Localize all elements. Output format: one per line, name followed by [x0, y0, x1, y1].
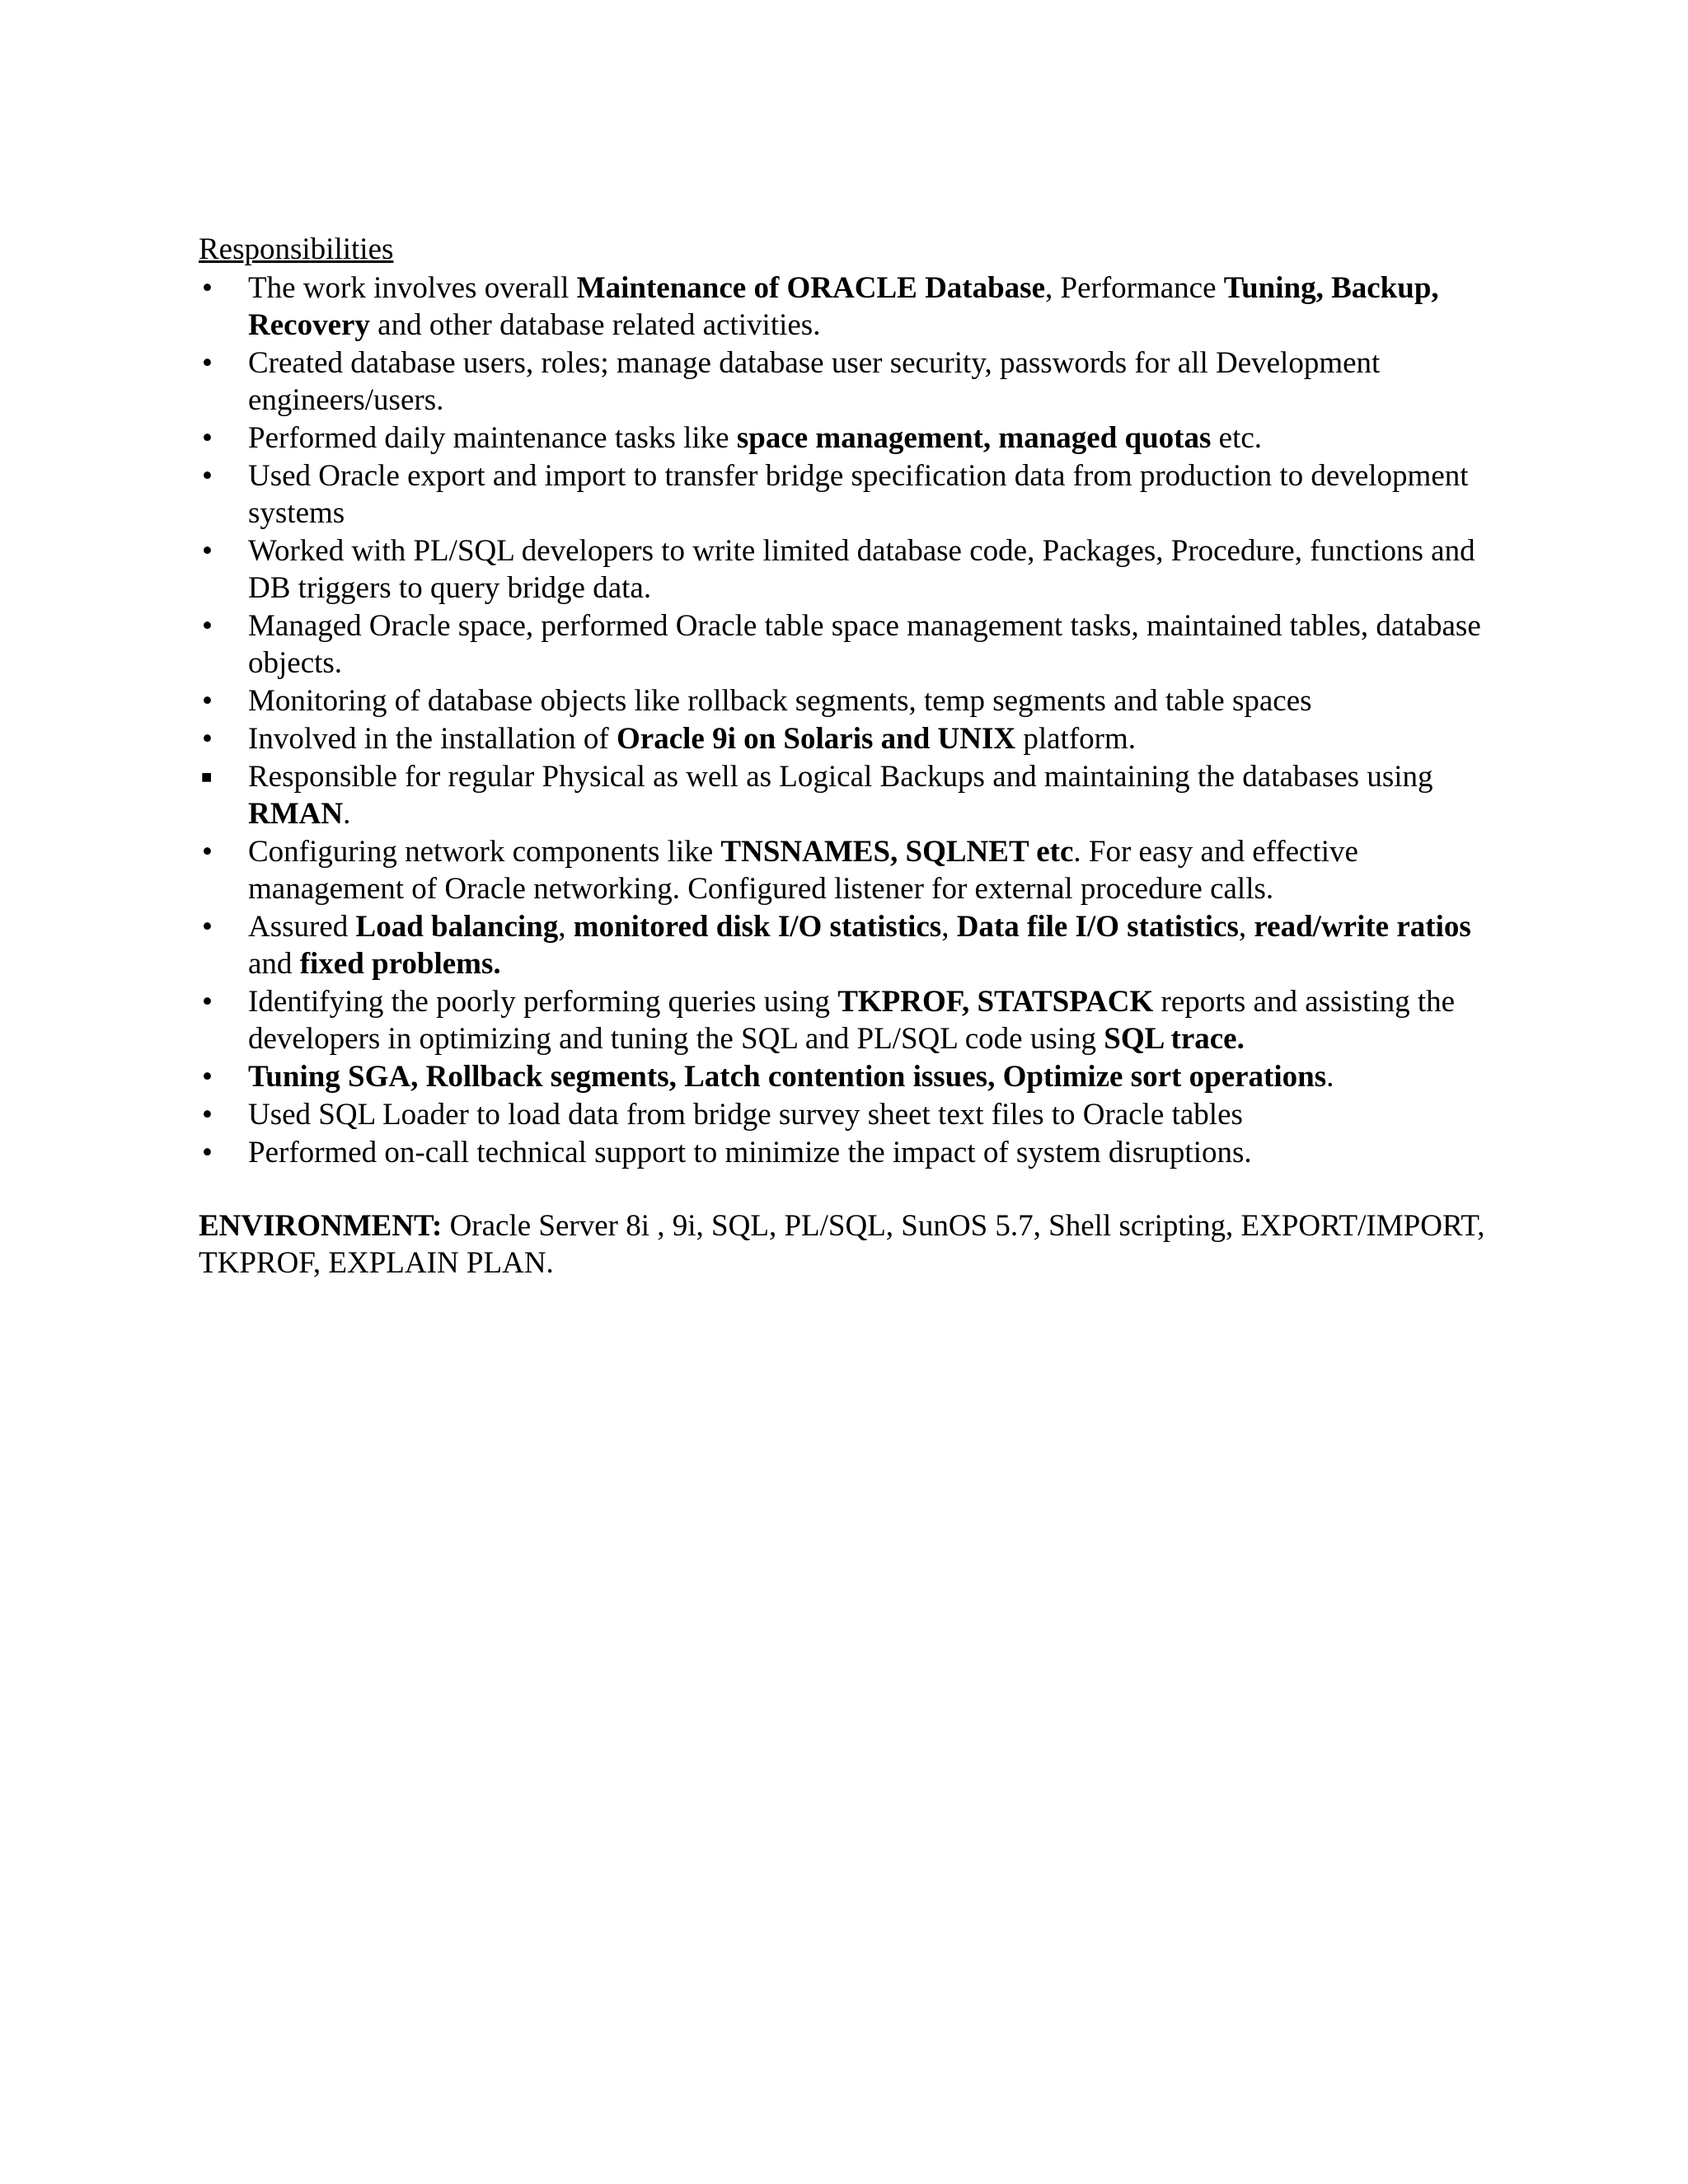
list-item-text — [248, 1098, 1243, 1132]
list-item — [199, 607, 1493, 682]
bullet-icon: • — [202, 271, 213, 305]
bullet-icon: • — [202, 722, 213, 756]
section-heading: Responsibilities — [199, 232, 394, 266]
bold-text-segment: Tuning SGA, Rollback segments, Latch contention issues, Optimize sort operations — [248, 1060, 1327, 1094]
text-segment: Identifying the poorly performing queries using — [248, 985, 838, 1019]
bullet-icon: • — [202, 534, 213, 568]
text-segment: Worked with PL/SQL developers to write limited database code, Packages, Procedure, functions and DB triggers to query bridge data. — [248, 534, 1475, 605]
text-segment: Managed Oracle space, performed Oracle table space management tasks, maintained tables, database objects. — [248, 609, 1481, 680]
text-segment: etc. — [1211, 421, 1263, 455]
bold-text-segment: monitored disk I/O statistics — [573, 910, 942, 944]
bold-text-segment: TKPROF, STATSPACK — [837, 985, 1154, 1019]
text-segment: . For easy and effective management of Oracle networking. Configured listener for external procedure calls. — [248, 835, 1358, 906]
list-item-text — [248, 534, 1475, 605]
text-segment: and — [248, 947, 300, 981]
square-bullet-icon: ■ — [201, 766, 213, 787]
list-item-text — [248, 271, 1439, 342]
text-segment: Monitoring of database objects like rollback segments, temp segments and table spaces — [248, 684, 1312, 718]
bold-text-segment: Load balancing — [355, 910, 559, 944]
bold-text-segment: RMAN — [248, 797, 344, 831]
text-segment: Configuring network components like — [248, 835, 721, 869]
bullet-icon: • — [202, 1060, 213, 1094]
list-item — [199, 419, 1493, 457]
list-item — [199, 833, 1493, 907]
bullet-icon: • — [202, 609, 213, 643]
bold-text-segment: space management, managed quotas — [736, 421, 1212, 455]
resume-section — [199, 231, 1493, 1282]
text-segment: and other database related activities. — [369, 308, 821, 342]
list-item — [199, 908, 1493, 982]
text-segment: , — [941, 910, 957, 944]
text-segment: Used Oracle export and import to transfer bridge specification data from production to development systems — [248, 459, 1469, 530]
bullet-icon: • — [202, 421, 213, 455]
bullet-icon: • — [202, 459, 213, 493]
list-item — [199, 983, 1493, 1057]
bullet-icon: • — [202, 1098, 213, 1132]
bold-text-segment: read/write ratios — [1254, 910, 1471, 944]
text-segment: Performed on-call technical support to minimize the impact of system disruptions. — [248, 1136, 1252, 1169]
text-segment: reports and assisting the developers in optimizing and tuning the SQL and PL/SQL code using — [248, 985, 1456, 1056]
bullet-icon: • — [202, 910, 213, 944]
list-item — [199, 720, 1493, 757]
list-item-text — [248, 346, 1380, 417]
list-item-text — [248, 609, 1481, 680]
environment-text: Oracle Server 8i , 9i, SQL, PL/SQL, SunOS 5.7, Shell scripting, EXPORT/IMPORT, TKPROF, EXPLAIN PLAN. — [199, 1209, 1485, 1280]
bold-text-segment: SQL trace. — [1104, 1022, 1245, 1056]
list-item — [199, 457, 1493, 532]
responsibilities-list — [199, 269, 1493, 1171]
text-segment: Created database users, roles; manage database user security, passwords for all Development engineers/users. — [248, 346, 1381, 417]
text-segment: The work involves overall — [248, 271, 577, 305]
text-segment: , — [1238, 910, 1254, 944]
text-segment: Used SQL Loader to load data from bridge survey sheet text files to Oracle tables — [248, 1098, 1243, 1132]
list-item-text — [248, 985, 1455, 1056]
bold-text-segment: Data file I/O statistics — [956, 910, 1239, 944]
bullet-icon: • — [202, 346, 213, 380]
text-segment: Responsible for regular Physical as well as Logical Backups and maintaining the databases using — [248, 760, 1433, 794]
list-item — [199, 1134, 1493, 1171]
text-segment: platform. — [1015, 722, 1137, 756]
bullet-icon: • — [202, 1136, 213, 1169]
bold-text-segment: Oracle 9i on Solaris and UNIX — [617, 722, 1016, 756]
list-item-text — [248, 910, 1471, 981]
list-item-text — [248, 684, 1312, 718]
list-item — [199, 269, 1493, 344]
bold-text-segment: TNSNAMES, SQLNET etc — [720, 835, 1074, 869]
bullet-icon: • — [202, 985, 213, 1019]
list-item-text — [248, 835, 1358, 906]
text-segment: . — [1326, 1060, 1334, 1094]
bullet-icon: • — [202, 684, 213, 718]
list-item — [199, 1096, 1493, 1133]
list-item-text — [248, 722, 1136, 756]
text-segment: Involved in the installation of — [248, 722, 617, 756]
list-item-text — [248, 1060, 1334, 1094]
list-item-text — [248, 1136, 1252, 1169]
text-segment: , Performance — [1045, 271, 1224, 305]
bold-text-segment: Maintenance of ORACLE Database — [576, 271, 1046, 305]
environment-paragraph — [199, 1207, 1493, 1282]
text-segment: , — [558, 910, 574, 944]
list-item-text — [248, 760, 1433, 831]
list-item — [199, 344, 1493, 419]
environment-label: ENVIRONMENT: — [199, 1209, 443, 1243]
list-item — [199, 758, 1493, 832]
bullet-icon: • — [202, 835, 213, 869]
bold-text-segment: fixed problems. — [299, 947, 501, 981]
list-item-text — [248, 459, 1469, 530]
list-item — [199, 532, 1493, 607]
bold-text-segment: Tuning, Backup, Recovery — [248, 271, 1439, 342]
text-segment: Assured — [248, 910, 356, 944]
text-segment: Performed daily maintenance tasks like — [248, 421, 737, 455]
list-item-text — [248, 421, 1262, 455]
list-item — [199, 1058, 1493, 1095]
text-segment: . — [343, 797, 351, 831]
list-item — [199, 682, 1493, 719]
